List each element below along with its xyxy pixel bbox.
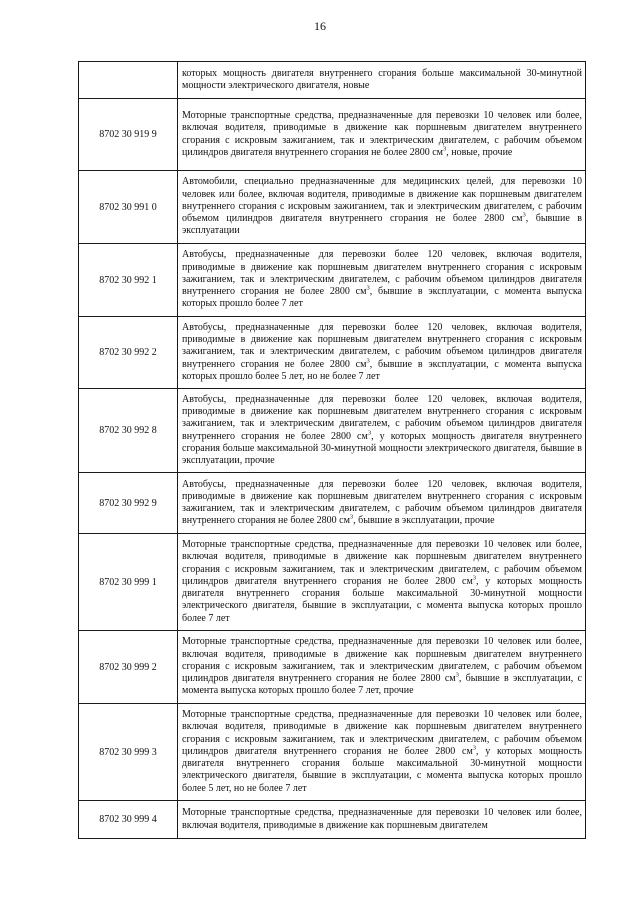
tnved-code: 8702 30 999 3 [79, 704, 178, 801]
item-description: Автобусы, предназначенные для перевозки более 120 человек, включая водителя, приводимые в движение как поршневым двигателем внутреннего сгорания с искровым зажиганием, так и электрическим двигателем, с рабочим объемом цилиндров двигателя внутреннего сгорания не более 2800 $см^3$, бывшие в эксплуатации, с момента выпуска которых прошло более 7 лет [178, 244, 586, 317]
superscript-3: 3 [472, 744, 477, 752]
item-description: Моторные транспортные средства, предназначенные для перевозки 10 человек или более, включая водителя, приводимые в движение как поршневым двигателем внутреннего сгорания с искровым зажиганием, так и электрическим двигателем, с рабочим объемом цилиндров двигателя внутреннего сгорания не более 2800 $см^3$, бывшие в эксплуатации, с момента выпуска которых прошло более 7 лет, прочие [178, 631, 586, 704]
superscript-3: 3 [367, 429, 372, 437]
item-description: Моторные транспортные средства, предназначенные для перевозки 10 человек или более, включая водителя, приводимые в движение как поршневым двигателем внутреннего сгорания с искровым зажиганием, так и электрическим двигателем, с рабочим объемом цилиндров двигателя внутреннего сгорания не более 2800 $см^3$, новые, прочие [178, 99, 586, 171]
item-description: Автомобили, специально предназначенные для медицинских целей, для перевозки 10 человек или более, включая водителя, приводимые в движение как поршневым двигателем внутреннего сгорания с искровым зажиганием, так и электрическим двигателем, с рабочим объемом цилиндров двигателя внутреннего сгорания не более 2800 $см^3$, бывшие в эксплуатации [178, 171, 586, 244]
item-description: которых мощность двигателя внутреннего сгорания больше максимальной 30-минутной мощности электрического двигателя, новые [178, 62, 586, 99]
tnved-code: 8702 30 992 9 [79, 473, 178, 534]
tnved-code: 8702 30 999 2 [79, 631, 178, 704]
table-row [79, 244, 586, 317]
superscript-3: 3 [442, 145, 447, 153]
tnved-code: 8702 30 992 8 [79, 389, 178, 473]
tnved-code: 8702 30 992 1 [79, 244, 178, 317]
item-description: Автобусы, предназначенные для перевозки более 120 человек, включая водителя, приводимые в движение как поршневым двигателем внутреннего сгорания с искровым зажиганием, так и электрическим двигателем, с рабочим объемом цилиндров двигателя внутреннего сгорания не более 2800 $см^3$, бывшие в эксплуатации, с момента выпуска которых прошло более 5 лет, но не более 7 лет [178, 317, 586, 389]
tariff-code-table [78, 61, 586, 839]
tnved-code: 8702 30 991 0 [79, 171, 178, 244]
item-description: Автобусы, предназначенные для перевозки более 120 человек, включая водителя, приводимые в движение как поршневым двигателем внутреннего сгорания с искровым зажиганием, так и электрическим двигателем, с рабочим объемом цилиндров двигателя внутреннего сгорания не более 2800 $см^3$, бывшие в эксплуатации, прочие [178, 473, 586, 534]
superscript-3: 3 [349, 513, 354, 521]
superscript-3: 3 [455, 671, 459, 679]
table-row [79, 171, 586, 244]
table-row [79, 534, 586, 631]
tnved-code: 8702 30 999 4 [79, 801, 178, 839]
table-row [79, 317, 586, 389]
table-row [79, 704, 586, 801]
table-row [79, 62, 586, 99]
superscript-3: 3 [366, 357, 370, 365]
tnved-code: 8702 30 992 2 [79, 317, 178, 389]
tnved-code: 8702 30 919 9 [79, 99, 178, 171]
page-number: 16 [314, 19, 326, 33]
table-row [79, 801, 586, 839]
item-description: Моторные транспортные средства, предназначенные для перевозки 10 человек или более, включая водителя, приводимые в движение как поршневым двигателем [178, 801, 586, 839]
superscript-3: 3 [472, 574, 477, 582]
tnved-code: 8702 30 999 1 [79, 534, 178, 631]
table-row [79, 473, 586, 534]
table-row [79, 389, 586, 473]
superscript-3: 3 [366, 284, 370, 292]
superscript-3: 3 [522, 211, 526, 219]
item-description: Моторные транспортные средства, предназначенные для перевозки 10 человек или более, включая водителя, приводимые в движение как поршневым двигателем внутреннего сгорания с искровым зажиганием, так и электрическим двигателем, с рабочим объемом цилиндров двигателя внутреннего сгорания не более 2800 $см^3$, у которых мощность двигателя внутреннего сгорания больше максимальной 30-минутной мощности электрического двигателя, бывшие в эксплуатации, с момента выпуска которых прошло более 7 лет [178, 534, 586, 631]
item-description: Автобусы, предназначенные для перевозки более 120 человек, включая водителя, приводимые в движение как поршневым двигателем внутреннего сгорания с искровым зажиганием, так и электрическим двигателем, с рабочим объемом цилиндров двигателя внутреннего сгорания не более 2800 $см^3$, у которых мощность двигателя внутреннего сгорания больше максимальной 30-минутной мощности электрического двигателя, бывшие в эксплуатации, прочие [178, 389, 586, 473]
table-row [79, 99, 586, 171]
item-description: Моторные транспортные средства, предназначенные для перевозки 10 человек или более, включая водителя, приводимые в движение как поршневым двигателем внутреннего сгорания с искровым зажиганием, так и электрическим двигателем, с рабочим объемом цилиндров двигателя внутреннего сгорания не более 2800 $см^3$, у которых мощность двигателя внутреннего сгорания больше максимальной 30-минутной мощности электрического двигателя, бывшие в эксплуатации, с момента выпуска которых прошло более 5 лет, но не более 7 лет [178, 704, 586, 801]
tnved-code [79, 62, 178, 99]
table-row [79, 631, 586, 704]
